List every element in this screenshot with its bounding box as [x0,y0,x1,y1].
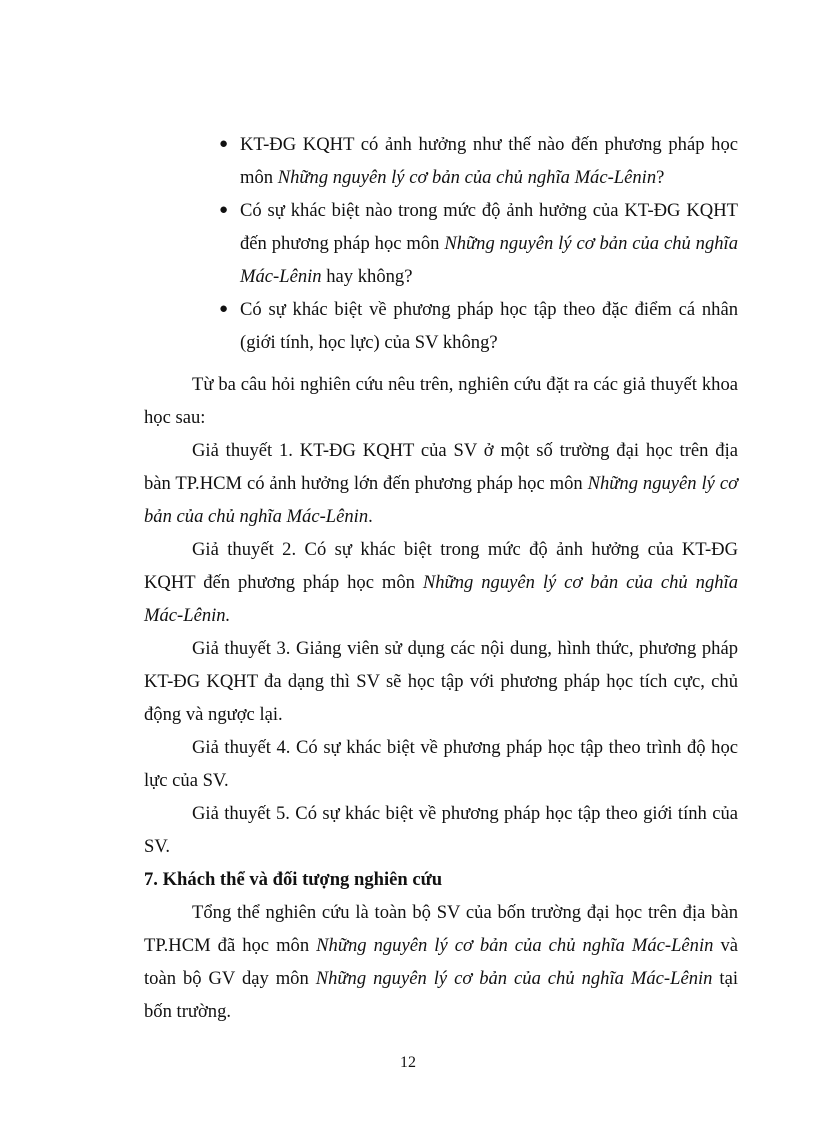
page-number: 12 [400,1054,416,1071]
research-questions-list [144,128,738,359]
bullet-icon: ● [219,301,229,317]
hypothesis-4: Giả thuyết 4. Có sự khác biệt về phương pháp học tập theo trình độ học lực của SV. [144,737,738,791]
bullet-icon: ● [219,136,229,152]
hypothesis-5: Giả thuyết 5. Có sự khác biệt về phương pháp học tập theo giới tính của SV. [144,803,738,857]
bullet-icon: ● [219,202,229,218]
hypothesis-1: Giả thuyết 1. KT-ĐG KQHT của SV ở một số trường đại học trên địa bàn TP.HCM có ảnh hưởng lớn đến phương pháp học môn Những nguyên lý cơ bản của chủ nghĩa Mác-Lênin. [144,440,738,527]
page-content [144,128,738,1028]
hypothesis-2: Giả thuyết 2. Có sự khác biệt trong mức độ ảnh hưởng của KT-ĐG KQHT đến phương pháp học môn Những nguyên lý cơ bản của chủ nghĩa Mác-Lênin. [144,539,739,626]
hypothesis-3: Giả thuyết 3. Giảng viên sử dụng các nội dung, hình thức, phương pháp KT-ĐG KQHT đa dạng thì SV sẽ học tập với phương pháp học tích cực, chủ động và ngược lại. [144,638,738,725]
section-heading: 7. Khách thể và đối tượng nghiên cứu [144,869,443,890]
closing-paragraph: Tổng thể nghiên cứu là toàn bộ SV của bốn trường đại học trên địa bàn TP.HCM đã học môn Những nguyên lý cơ bản của chủ nghĩa Mác-Lênin và toàn bộ GV dạy môn Những nguyên lý cơ bản của chủ nghĩa Mác-Lênin tại bốn trường. [144,902,738,1022]
intro-paragraph: Từ ba câu hỏi nghiên cứu nêu trên, nghiên cứu đặt ra các giả thuyết khoa học sau: [144,374,738,428]
list-item: ● KT-ĐG KQHT có ảnh hưởng như thế nào đến phương pháp học môn Những nguyên lý cơ bản của chủ nghĩa Mác-Lênin? [144,128,738,194]
list-item: ● Có sự khác biệt nào trong mức độ ảnh hưởng của KT-ĐG KQHT đến phương pháp học môn Những nguyên lý cơ bản của chủ nghĩa Mác-Lênin hay không? [144,194,738,293]
list-item: ● Có sự khác biệt về phương pháp học tập theo đặc điểm cá nhân (giới tính, học lực) của SV không? [144,293,738,359]
